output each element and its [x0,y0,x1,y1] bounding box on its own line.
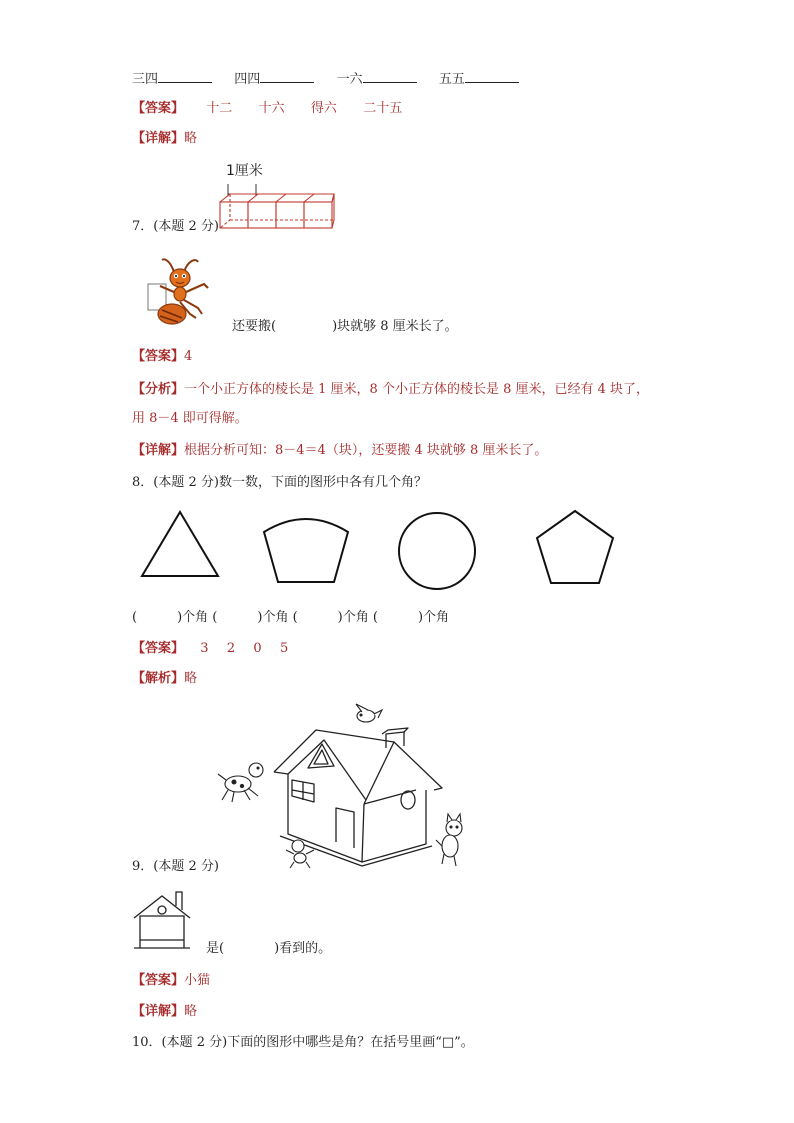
q6-blank-4[interactable] [465,68,519,83]
q7-question-suffix: )块就够 8 厘米长了。 [332,319,458,334]
q7-detail [132,442,547,460]
q6-blank-3[interactable] [363,68,417,83]
q6-answer-1: 十二 [206,101,233,116]
house-scene-illustration [216,700,476,870]
q9-number: 9．(本题 2 分) [132,859,219,874]
q8-blank-close-1: )个角 [177,610,209,625]
q6-item-3: 一六 [336,72,363,87]
q7-answer [132,348,192,366]
q7-question [232,318,458,336]
q9-question-prefix: 是( [206,941,225,956]
detail-label: 【详解】 [132,1004,185,1019]
q7-analysis-line-2: 用 8－4 即可得解。 [132,411,248,426]
q8-blank-open-4: ( [372,610,378,625]
detail-label: 【详解】 [132,131,185,146]
q6-answer [132,100,402,118]
q8-analysis [132,670,197,688]
cube-length-label: 1厘米 [226,163,263,179]
answer-label: 【答案】 [132,973,185,988]
q9-question-suffix: )看到的。 [274,941,332,956]
triangle-shape [140,510,220,578]
q7-answer-value: 4 [184,349,193,364]
ant-carrying-block-illustration [144,256,214,332]
q8-number: 8．(本题 2 分)数一数，下面的图形中各有几个角？ [132,475,427,490]
circle-shape [396,510,478,592]
answer-label: 【答案】 [132,101,185,116]
analysis-label: 【解析】 [132,671,185,686]
q8-answer-3: 0 [253,641,262,656]
q8-answer-1: 3 [200,641,209,656]
q6-detail [132,130,197,148]
q6-item-1: 三四 [132,72,159,87]
cube-row-figure [218,176,338,234]
q10-number: 10．(本题 2 分)下面的图形中哪些是角？在括号里画“□”。 [132,1035,474,1050]
q8-answer-4: 5 [279,641,289,656]
q8-blank-close-3: )个角 [337,610,369,625]
fan-shape [262,512,350,584]
analysis-text: 略 [184,671,198,686]
detail-label: 【详解】 [132,443,185,458]
monkey-icon [286,840,314,868]
q8-answer [132,640,288,658]
q6-item-2: 四四 [234,72,261,87]
q6-answer-3: 得六 [310,101,337,116]
q9-detail [132,1003,197,1021]
q6-blank-2[interactable] [260,68,314,83]
q8-blank-open-2: ( [212,610,218,625]
detail-text: 略 [184,131,198,146]
q8-blank-open-1: ( [132,610,138,625]
dog-icon [218,763,263,802]
q9-question [206,940,331,958]
q6-item-row [132,68,519,89]
q6-blank-1[interactable] [158,68,212,83]
q8-blank-open-3: ( [292,610,298,625]
q8-blank-close-4: )个角 [417,610,450,625]
answer-label: 【答案】 [132,349,185,364]
detail-text: 根据分析可知：8－4＝4（块），还要搬 4 块就够 8 厘米长了。 [184,443,548,458]
analysis-text-1: 一个小正方体的棱长是 1 厘米，8 个小正方体的棱长是 8 厘米，已经有 4 块了， [184,382,650,397]
q8-blanks-row [132,609,449,627]
q9-answer-value: 小猫 [184,973,211,988]
house-front-view-figure [132,888,192,950]
detail-text: 略 [184,1004,198,1019]
q6-answer-2: 十六 [258,101,285,116]
bird-icon [356,704,382,722]
q7-question-prefix: 还要搬( [232,319,277,334]
pentagon-shape [534,508,616,586]
q6-item-4: 五五 [438,72,465,87]
q6-answer-4: 二十五 [363,101,403,116]
cat-icon [436,814,462,866]
answer-label: 【答案】 [132,641,185,656]
q7-analysis-line-1 [132,381,649,399]
analysis-label: 【分析】 [132,382,185,397]
q8-answer-2: 2 [226,641,236,656]
q7-number: 7．(本题 2 分) [132,219,219,234]
q8-blank-close-2: )个角 [257,610,289,625]
q9-answer [132,972,210,990]
